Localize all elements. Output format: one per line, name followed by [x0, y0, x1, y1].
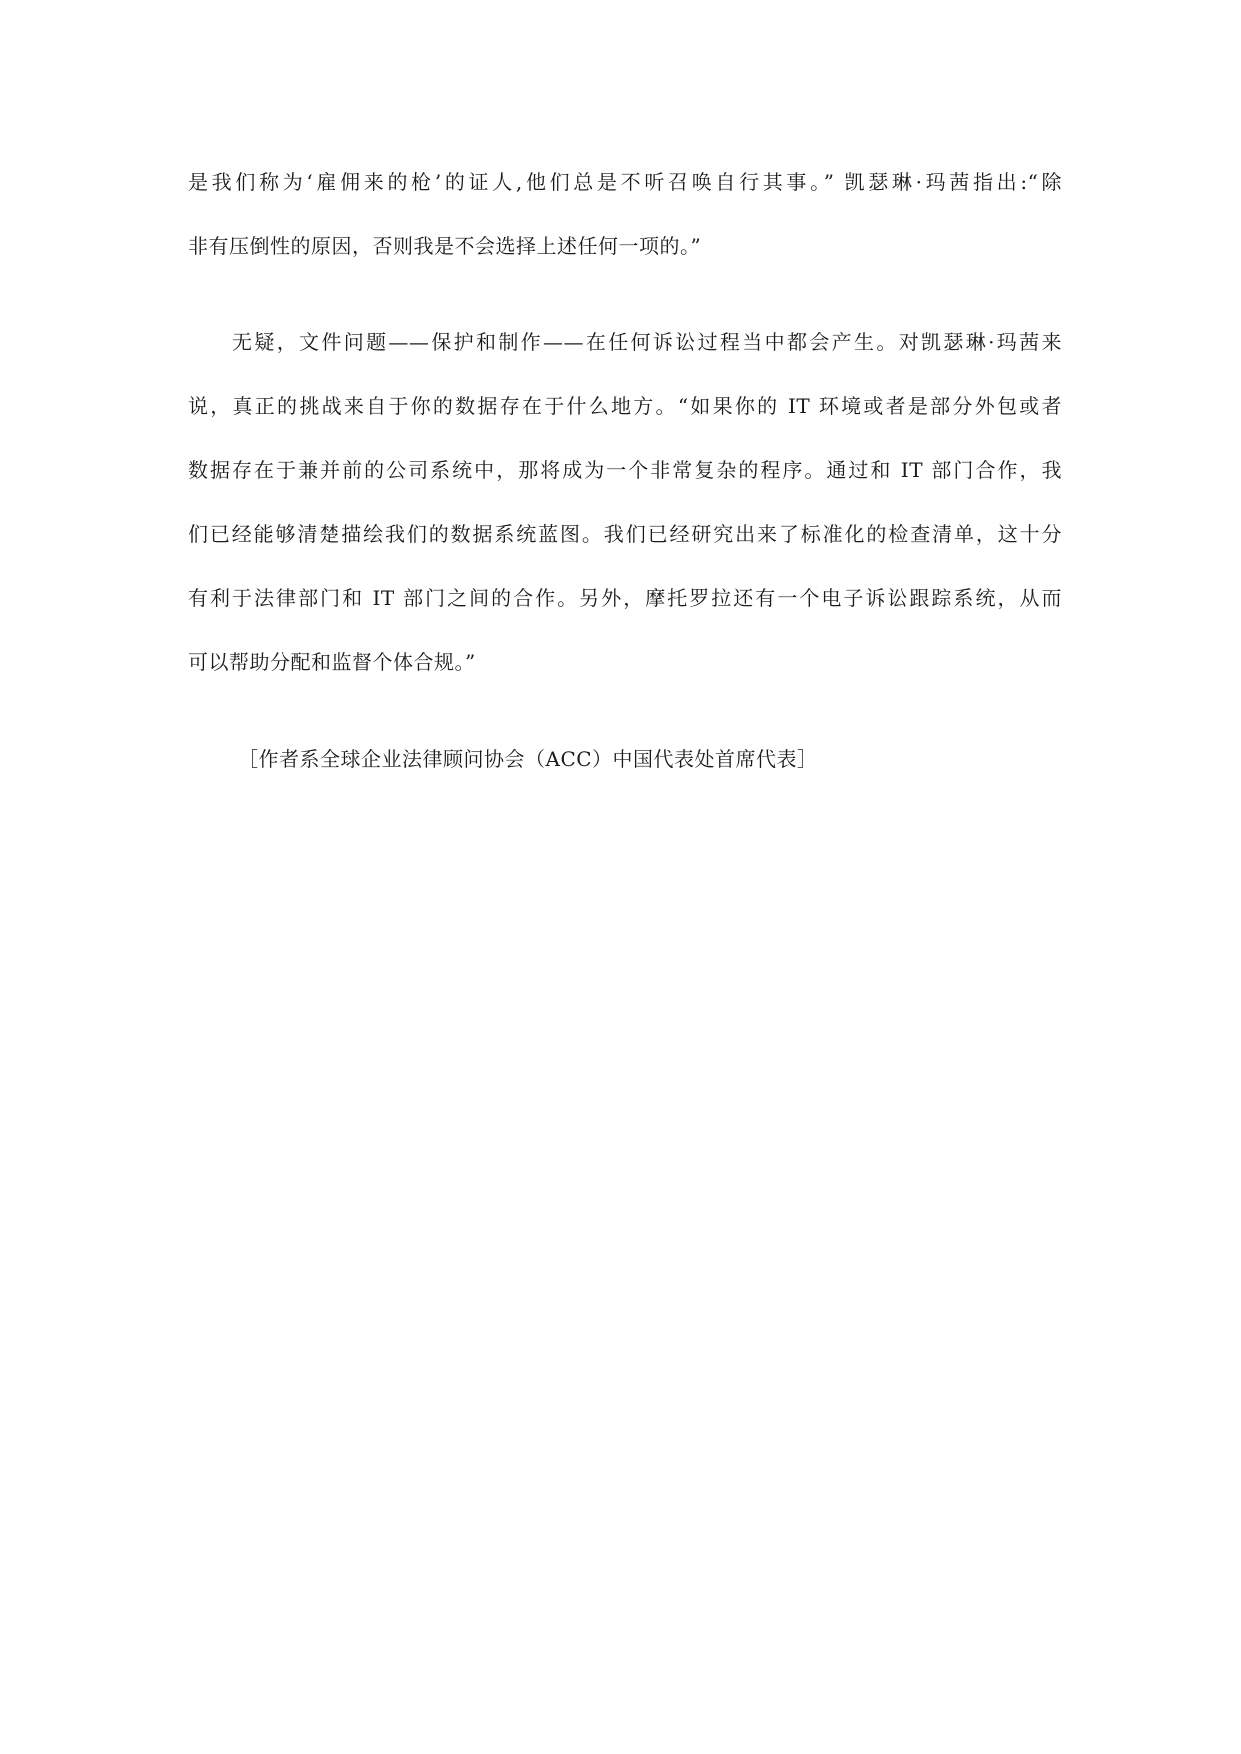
text-line: ［作者系全球企业法律顾问协会（ACC）中国代表处首席代表］ — [238, 747, 818, 771]
text-line: 有利于法律部门和 IT 部门之间的合作。另外，摩托罗拉还有一个电子诉讼跟踪系统，从而 — [188, 586, 1062, 610]
text-line: 们已经能够清楚描绘我们的数据系统蓝图。我们已经研究出来了标准化的检查清单，这十分 — [188, 522, 1062, 546]
paragraph-quote-continuation — [188, 150, 1062, 278]
text-line: 数据存在于兼并前的公司系统中，那将成为一个非常复杂的程序。通过和 IT 部门合作，我 — [188, 458, 1062, 482]
text-line: 可以帮助分配和监督个体合规。” — [188, 650, 476, 674]
author-note — [188, 727, 1062, 791]
text-line: 非有压倒性的原因，否则我是不会选择上述任何一项的。” — [188, 234, 702, 258]
text-line: 说，真正的挑战来自于你的数据存在于什么地方。“如果你的 IT 环境或者是部分外包或者 — [188, 394, 1062, 418]
text-line: 无疑，文件问题——保护和制作——在任何诉讼过程当中都会产生。对凯瑟琳·玛茜来 — [232, 330, 1062, 354]
text-line: 是我们称为‘雇佣来的枪’的证人,他们总是不听召唤自行其事。” 凯瑟琳·玛茜指出:“除 — [188, 170, 1062, 194]
paragraph-document-issues — [188, 310, 1062, 694]
